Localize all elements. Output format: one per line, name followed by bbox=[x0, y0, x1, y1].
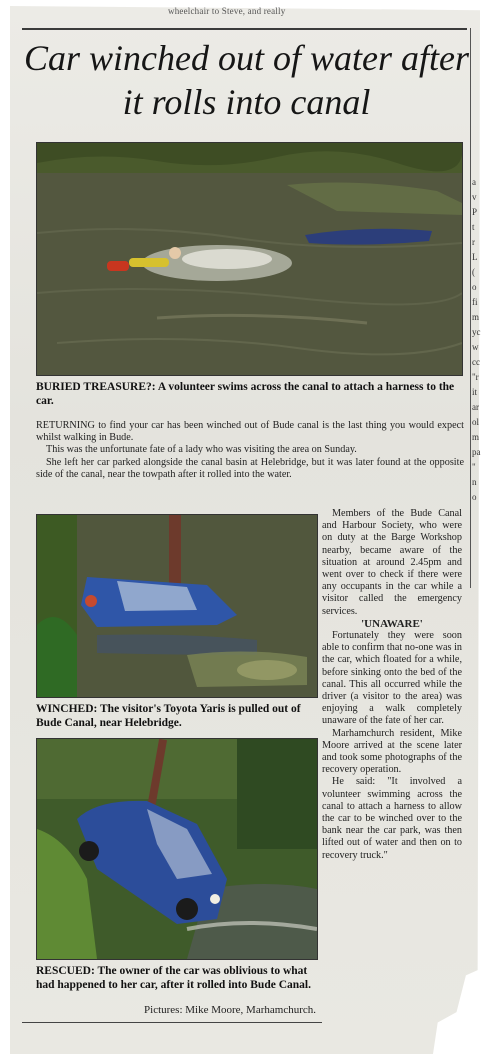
margin-letter: L bbox=[472, 252, 478, 262]
margin-letter: n bbox=[472, 477, 477, 487]
margin-letter: fi bbox=[472, 297, 478, 307]
intro-paragraph: This was the unfortunate fate of a lady who was visiting the area on Sunday. bbox=[46, 444, 357, 456]
margin-letter: " bbox=[472, 462, 476, 472]
photo3-caption: RESCUED: The owner of the car was oblivious to what had happened to her car, after it rolled into Bude Canal. bbox=[36, 965, 311, 991]
margin-letter: ar bbox=[472, 402, 479, 412]
margin-letter: m bbox=[472, 312, 480, 322]
margin-letter: r bbox=[472, 237, 475, 247]
margin-letter: t bbox=[472, 222, 475, 232]
buried-treasure-photo bbox=[36, 142, 463, 376]
rescued-photo bbox=[36, 738, 318, 960]
adjacent-column-fragment bbox=[472, 175, 482, 505]
margin-letter: "r bbox=[472, 372, 479, 382]
photo-credit: Pictures: Mike Moore, Marhamchurch. bbox=[144, 1004, 316, 1016]
subhead: 'UNAWARE' bbox=[361, 617, 423, 630]
intro-text bbox=[36, 420, 464, 481]
margin-letter: it bbox=[472, 387, 478, 397]
margin-letter: o bbox=[472, 492, 477, 502]
margin-letter: o bbox=[472, 282, 477, 292]
column-paragraph: Members of the Bude Canal and Harbour Society, who were on duty at the Barge Workshop nearby, became aware of the situation at around 2.45pm and went over to check if there were any occupants in the car while a visitor called the emergency services. bbox=[322, 508, 462, 617]
column-paragraph: Marhamchurch resident, Mike Moore arrived at the scene later and took some photographs of the recovery operation. bbox=[322, 727, 462, 776]
winched-photo bbox=[36, 514, 318, 698]
column-paragraph: Fortunately they were soon able to confirm that no-one was in the car, which floated for a while, before sinking onto the bed of the canal. This all occurred while the driver (a visitor to the area) was enjoying a walk completely unaware of the fate of her car. bbox=[322, 630, 462, 727]
column-paragraph: He said: "It involved a volunteer swimming across the canal to attach a harness to allow the car to be winched over to the bank near the car park, was then lifted out of water and then on to recovery truck." bbox=[322, 776, 462, 861]
intro-paragraph: She left her car parked alongside the canal basin at Helebridge, but it was later found at the opposite side of the canal, near the towpath after it rolled into the water. bbox=[36, 456, 464, 480]
margin-letter: a bbox=[472, 177, 476, 187]
intro-paragraph: RETURNING to find your car has been winched out of Bude canal is the last thing you would expect whilst walking in Bude. bbox=[36, 420, 464, 444]
margin-letter: pa bbox=[472, 447, 481, 457]
margin-letter: ol bbox=[472, 417, 480, 427]
article-column bbox=[322, 508, 462, 862]
top-rule bbox=[22, 28, 467, 30]
headline: Car winched out of water after it rolls into canal bbox=[24, 38, 469, 122]
margin-letter: m bbox=[472, 432, 480, 442]
margin-letter: cc bbox=[472, 357, 480, 367]
photo2-caption: WINCHED: The visitor's Toyota Yaris is pulled out of Bude Canal, near Helebridge. bbox=[36, 703, 301, 729]
photo1-caption: BURIED TREASURE?: A volunteer swims across the canal to attach a harness to the car. bbox=[36, 381, 455, 407]
column-rule bbox=[470, 28, 471, 588]
margin-letter: yc bbox=[472, 327, 481, 337]
margin-letter: ( bbox=[472, 267, 475, 277]
margin-letter: P bbox=[472, 207, 478, 217]
margin-letter: w bbox=[472, 342, 479, 352]
torn-top-text: wheelchair to Steve, and really bbox=[168, 6, 286, 16]
margin-letter: v bbox=[472, 192, 477, 202]
bottom-rule bbox=[22, 1022, 322, 1023]
